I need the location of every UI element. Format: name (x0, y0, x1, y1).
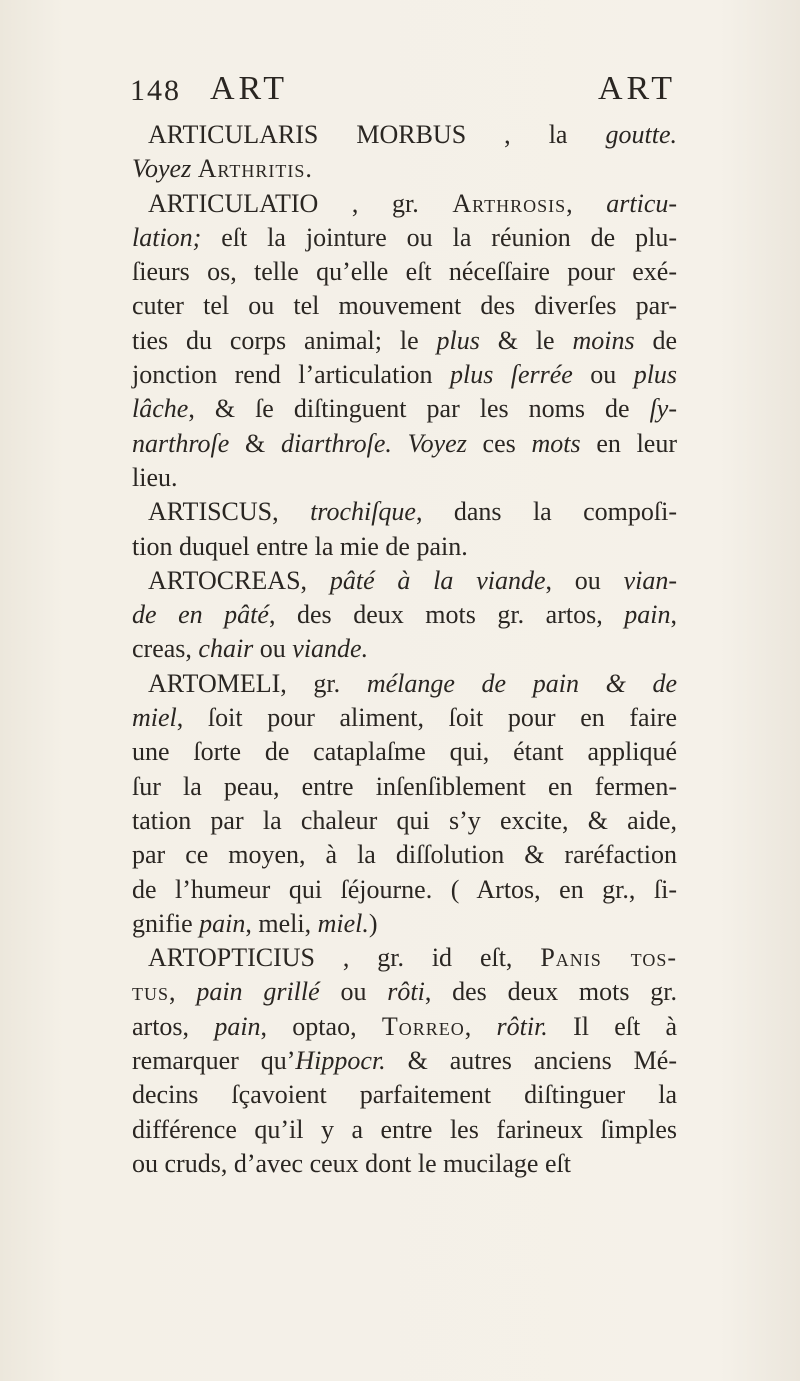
text-line (132, 392, 677, 426)
italic-text: miel. (317, 908, 369, 938)
running-header (130, 70, 690, 114)
text-line (132, 118, 677, 152)
text-line (132, 495, 677, 529)
left-running-head: ART (210, 70, 288, 107)
roman-text: , (670, 600, 678, 630)
roman-text: ces (466, 428, 532, 458)
roman-text: différence qu’il y a entre les farineux ſimples (132, 1114, 677, 1144)
text-line (132, 255, 677, 289)
dictionary-entry (132, 667, 677, 941)
small-caps-text: Arthritis. (197, 154, 313, 184)
roman-text: ARTOMELI, gr. (148, 668, 367, 698)
italic-text: diarthroſe. Voyez (280, 428, 467, 458)
text-line (132, 701, 677, 735)
roman-text: lieu. (132, 462, 178, 492)
text-line (132, 187, 677, 221)
dictionary-entry (132, 495, 677, 564)
text-line (132, 221, 677, 255)
roman-text: ARTOCREAS, (148, 565, 330, 595)
italic-text: narthroſe (132, 428, 230, 458)
italic-text: rôti (387, 977, 425, 1007)
dictionary-entry (132, 941, 677, 1181)
text-line (132, 1147, 677, 1181)
italic-text: trochiſque (310, 497, 416, 527)
roman-text: , dans la compoſi- (415, 497, 678, 527)
roman-text: artos, (132, 1011, 215, 1041)
roman-text: ſieurs os, telle qu’elle eſt néceſſaire pour exé- (132, 257, 677, 287)
roman-text: tation par la chaleur qui s’y excite, & aide, (132, 805, 677, 835)
text-line (132, 1113, 677, 1147)
text-line (132, 632, 677, 666)
text-line (132, 804, 677, 838)
roman-text: & le (479, 325, 573, 355)
italic-text: vian- (623, 565, 678, 595)
italic-text: miel (132, 703, 177, 733)
roman-text: une ſorte de cataplaſme qui, étant appliqué (132, 737, 677, 767)
small-caps-text: Panis tos- (540, 943, 677, 973)
text-line (132, 1010, 677, 1044)
roman-text: , (464, 1011, 497, 1041)
roman-text: jonction rend l’articulation (132, 360, 450, 390)
roman-text: & (229, 428, 281, 458)
italic-text: moins (572, 325, 635, 355)
roman-text: ou (572, 360, 634, 390)
roman-text: ou (253, 634, 293, 664)
roman-text: ARTICULARIS MORBUS , la (148, 120, 606, 149)
roman-text: en leur (580, 428, 678, 458)
dictionary-entry (132, 187, 677, 496)
roman-text: , ou (545, 565, 624, 595)
text-line (132, 975, 677, 1009)
italic-text: Voyez (132, 154, 198, 184)
italic-text: pâté à la viande (329, 565, 546, 595)
text-line (132, 667, 677, 701)
italic-text: rôtir. (496, 1011, 548, 1041)
italic-text: pain (199, 908, 246, 938)
roman-text: ARTOPTICIUS , gr. id eſt, (148, 943, 541, 973)
roman-text: , meli, (245, 908, 318, 938)
text-line (132, 873, 677, 907)
italic-text: pain (214, 1011, 261, 1041)
roman-text: remarquer qu’ (132, 1046, 296, 1076)
italic-text: plus (436, 325, 480, 355)
roman-text: ou (319, 977, 388, 1007)
roman-text: & autres anciens Mé- (385, 1046, 677, 1076)
italic-text: chair (198, 634, 254, 664)
roman-text: ARTICULATIO , gr. (148, 188, 453, 218)
italic-text: lâche (132, 394, 189, 424)
text-line (132, 735, 677, 769)
italic-text: de en pâté (132, 600, 269, 630)
roman-text: eſt la jointure ou la réunion de plu- (201, 222, 677, 252)
italic-text: mélange de pain & de (366, 668, 678, 698)
italic-text: mots (531, 428, 581, 458)
text-line (132, 1078, 677, 1112)
right-running-head: ART (598, 70, 676, 107)
italic-text: lation; (132, 222, 202, 252)
text-line (132, 564, 677, 598)
italic-text: ſy- (649, 394, 677, 424)
text-line (132, 907, 677, 941)
text-line (132, 770, 677, 804)
text-line (132, 324, 677, 358)
italic-text: viande. (292, 634, 369, 664)
roman-text: , des deux mots gr. (424, 977, 678, 1007)
roman-text: ARTISCUS, (148, 497, 311, 527)
roman-text: ) (368, 908, 378, 938)
roman-text: cuter tel ou tel mouvement des diverſes par- (132, 291, 677, 321)
text-line (132, 530, 677, 564)
roman-text: de l’humeur qui ſéjourne. ( Artos, en gr., ſi- (132, 874, 677, 904)
dictionary-entries (132, 118, 677, 1181)
roman-text: gnifie (132, 908, 200, 938)
small-caps-text: tus (132, 977, 170, 1007)
italic-text: articu- (606, 188, 678, 218)
text-line (132, 358, 677, 392)
italic-text: pain (624, 600, 671, 630)
dictionary-entry (132, 118, 677, 187)
roman-text: ſur la peau, entre inſenſiblement en fermen- (132, 771, 677, 801)
small-caps-text: Torreo (381, 1011, 465, 1041)
italic-text: plus ſerrée (449, 360, 573, 390)
roman-text: de (634, 325, 677, 355)
roman-text: creas, (132, 634, 199, 664)
page-number: 148 (130, 74, 181, 107)
dictionary-entry (132, 564, 677, 667)
italic-text: goutte. (605, 120, 677, 149)
roman-text: , optao, (260, 1011, 382, 1041)
text-line (132, 941, 677, 975)
roman-text: , & ſe diſtinguent par les noms de (188, 394, 650, 424)
small-caps-text: Arthrosis (452, 188, 567, 218)
text-line (132, 1044, 677, 1078)
roman-text: par ce moyen, à la diſſolution & raréfaction (132, 840, 677, 870)
roman-text: Il eſt à (547, 1011, 678, 1041)
roman-text: , (566, 188, 607, 218)
italic-text: plus (633, 360, 678, 390)
italic-text: Hippocr. (295, 1046, 386, 1076)
roman-text: tion duquel entre la mie de pain. (132, 531, 468, 561)
text-line (132, 461, 677, 495)
roman-text: decins ſçavoient parfaitement diſtinguer la (132, 1080, 677, 1110)
roman-text: ou cruds, d’avec ceux dont le mucilage eſt (132, 1148, 571, 1178)
text-line (132, 427, 677, 461)
text-line (132, 598, 677, 632)
roman-text: , des deux mots gr. artos, (268, 600, 625, 630)
roman-text: , (169, 977, 197, 1007)
italic-text: pain grillé (196, 977, 320, 1007)
roman-text: ties du corps animal; le (132, 325, 437, 355)
text-line (132, 838, 677, 872)
text-line (132, 152, 677, 186)
text-line (132, 289, 677, 323)
roman-text: , ſoit pour aliment, ſoit pour en faire (176, 703, 677, 733)
